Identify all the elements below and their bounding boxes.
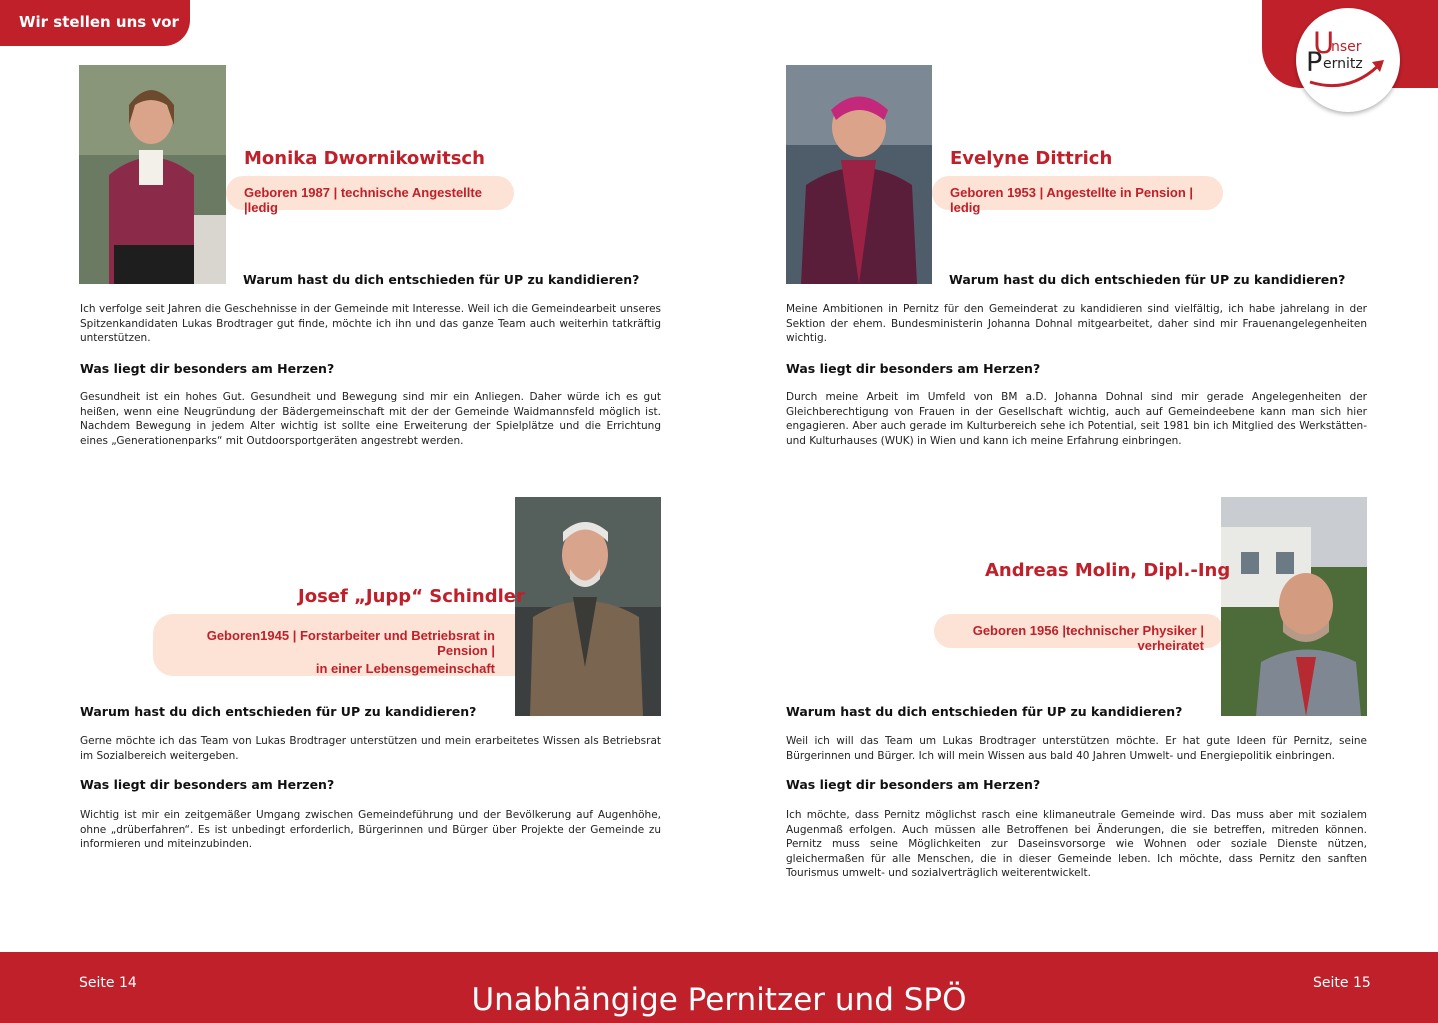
answer-heart: Gesundheit ist ein hohes Gut. Gesundheit und Bewegung sind mir ein Anliegen. Daher würde ich es gut heißen, wenn eine Neugründung der Bädergemeinschaft mit der der Gemeinde Waidmannsfeld möglich ist. Nachdem Bewegung in jedem Alter wichtig ist sollte eine Erweiterung der Spielplätze und die Errichtung eines „Generationenparks“ mit Outdoorsportgeräten angestrebt werden.: [80, 391, 661, 447]
unser-pernitz-logo: [1296, 8, 1400, 112]
footer-title: Unabhängige Pernitzer und SPÖ: [471, 982, 967, 1018]
question-why: Warum hast du dich entschieden für UP zu kandidieren?: [243, 272, 640, 287]
candidate-info-line1: Geboren1945 | Forstarbeiter und Betriebsrat in Pension |: [206, 628, 495, 658]
candidate-info-pill: [934, 614, 1224, 653]
page-number-right: Seite 15: [1313, 975, 1371, 991]
candidate-name: Monika Dwornikowitsch: [244, 148, 485, 169]
answer-why: Gerne möchte ich das Team von Lukas Brodtrager unterstützen und mein erarbeitetes Wissen als Betriebsrat im Sozialbereich weitergeben.: [80, 735, 661, 762]
answer-why: Ich verfolge seit Jahren die Geschehnisse in der Gemeinde mit Interesse. Weil ich die Gemeindearbeit unseres Spitzenkandidaten Lukas Brodtrager gut finde, möchte ich ihn und das ganze Team auch weiterhin tatkräftig unterstützen.: [80, 303, 661, 345]
question-why: Warum hast du dich entschieden für UP zu kandidieren?: [786, 704, 1183, 719]
logo-letter-p: P: [1306, 47, 1323, 78]
portrait-josef: [515, 497, 661, 716]
logo-text-ernitz: ernitz: [1323, 56, 1363, 72]
answer-why: Meine Ambitionen in Pernitz für den Gemeinderat zu kandidieren sind vielfältig, ich habe jahrelang in der Sektion der ehem. Bundesministerin Johanna Dohnal mitgearbeitet, daher sind mir Frauenangelegenheiten wichtig.: [786, 303, 1367, 345]
logo-swoosh-icon: [1308, 52, 1388, 92]
answer-why: Weil ich will das Team um Lukas Brodtrager unterstützen möchte. Er hat gute Ideen für Pernitz, seine Bürgerinnen und Bürger. Ich will mein Wissen aus bald 40 Jahren Umwelt- und Energiepolitik einbringen.: [786, 735, 1367, 762]
candidate-info-pill: [153, 614, 533, 676]
logo-letter-u: U: [1313, 26, 1335, 60]
candidate-info: Geboren 1953 | Angestellte in Pension | ledig: [950, 185, 1194, 215]
question-heart: Was liegt dir besonders am Herzen?: [786, 777, 1041, 792]
logo-text-nser: nser: [1331, 39, 1362, 55]
candidate-info-pill: [932, 176, 1223, 215]
question-heart: Was liegt dir besonders am Herzen?: [786, 361, 1041, 376]
question-why: Warum hast du dich entschieden für UP zu kandidieren?: [80, 704, 477, 719]
answer-heart: Ich möchte, dass Pernitz möglichst rasch eine klimaneutrale Gemeinde wird. Das muss aber mit sozialem Augenmaß erfolgen. Auch müssen alle Betroffenen bei Änderungen, die sie betreffen, mitreden können. Pernitz muss seine Möglichkeiten zur Daseinsvorsorge wie Wohnen oder soziale Dienste nützen, gleichermaßen für alle Menschen, die in dieser Gemeinde leben. Ich möchte, dass Pernitz den sanften Tourismus umwelt- und sozialverträglich weiterentwickelt.: [786, 809, 1367, 880]
portrait-monika: [79, 65, 226, 284]
portrait-andreas: [1221, 497, 1367, 716]
portrait-evelyne: [786, 65, 932, 284]
section-tab: [0, 0, 190, 46]
candidate-info-pill: [226, 176, 514, 215]
candidate-info: Geboren 1987 | technische Angestellte |ledig: [244, 185, 482, 215]
question-why: Warum hast du dich entschieden für UP zu kandidieren?: [949, 272, 1346, 287]
candidate-name: Josef „Jupp“ Schindler: [298, 586, 525, 607]
answer-heart: Wichtig ist mir ein zeitgemäßer Umgang zwischen Gemeindeführung und der Bevölkerung auf Augenhöhe, ohne „drüberfahren“. Es ist unbedingt erforderlich, Bürgerinnen und Bürger über Projekte der Gemeinde zu informieren und miteinzubinden.: [80, 809, 661, 851]
page-number-left: Seite 14: [79, 975, 137, 991]
candidate-info-line2: in einer Lebensgemeinschaft: [315, 661, 495, 676]
question-heart: Was liegt dir besonders am Herzen?: [80, 361, 335, 376]
candidate-name: Andreas Molin, Dipl.-Ing: [985, 560, 1231, 581]
candidate-name: Evelyne Dittrich: [950, 148, 1113, 169]
section-tab-label: Wir stellen uns vor: [19, 13, 179, 31]
answer-heart: Durch meine Arbeit im Umfeld von BM a.D. Johanna Dohnal sind mir gerade Angelegenheiten der Gleichberechtigung von Frauen in der Gesellschaft wichtig, auch auf Gemeindeebene kann man sich hier engagieren. Aber auch gerade im Kulturbereich sehe ich Potential, seit 1981 bin ich Mitglied des Werkstätten- und Kulturhauses (WUK) in Wien und kann ich meine Erfahrung einbringen.: [786, 391, 1367, 447]
candidate-info: Geboren 1956 |technischer Physiker | verheiratet: [972, 623, 1204, 653]
question-heart: Was liegt dir besonders am Herzen?: [80, 777, 335, 792]
